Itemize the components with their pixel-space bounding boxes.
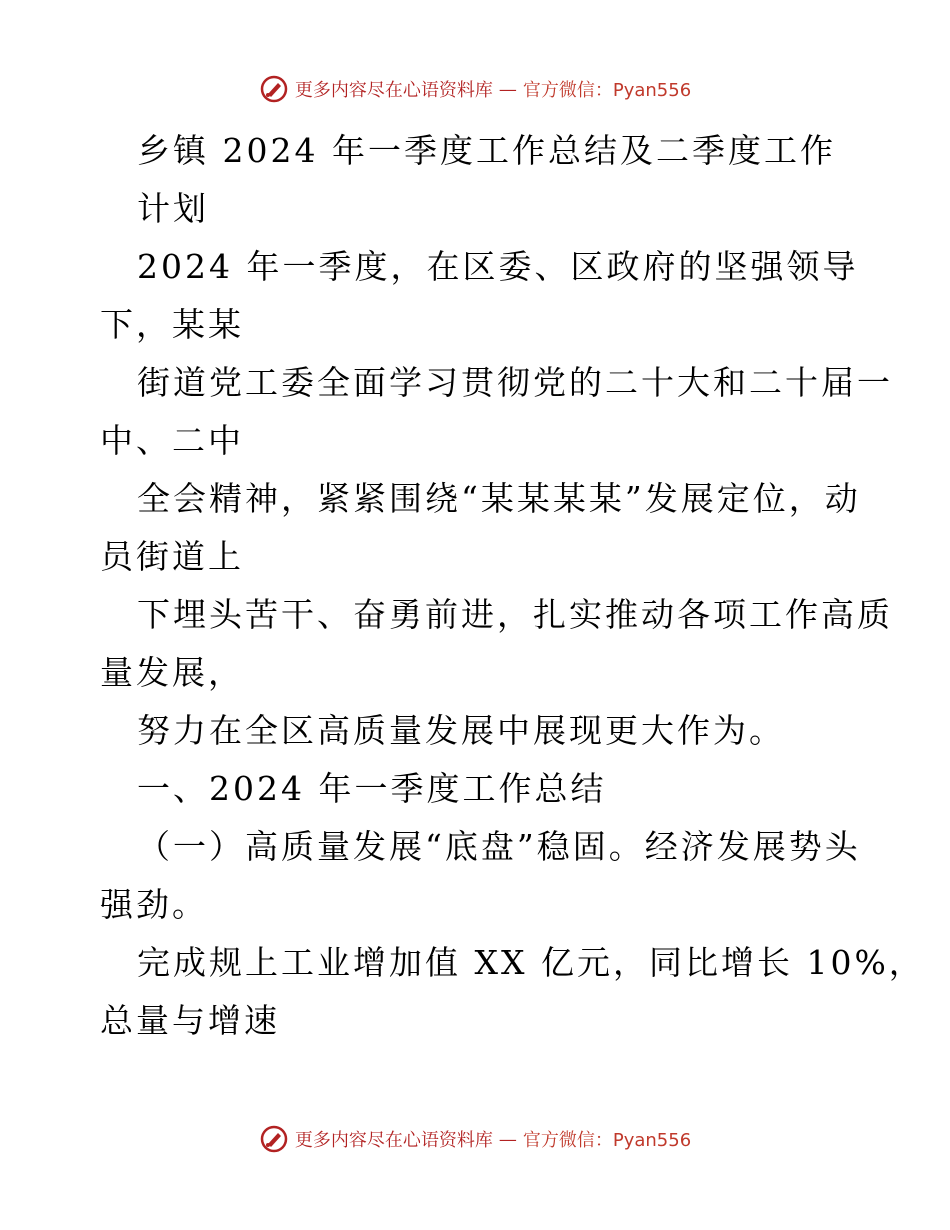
paragraph-line: 员街道上 (100, 537, 244, 576)
paragraph-line: 下埋头苦干、奋勇前进，扎实推动各项工作高质 (137, 595, 893, 634)
section-heading: 一、2024 年一季度工作总结 (137, 769, 607, 808)
paragraph-line: 努力在全区高质量发展中展现更大作为。 (137, 711, 785, 750)
paragraph-line: 2024 年一季度，在区委、区政府的坚强领导 (137, 247, 859, 286)
paragraph-line: 街道党工委全面学习贯彻党的二十大和二十届一 (137, 363, 893, 402)
document-body (100, 122, 925, 1050)
watermark-wechat: 官方微信：Pyan556 (522, 80, 692, 101)
paragraph-line: 下，某某 (100, 305, 244, 344)
paragraph-line: 中、二中 (100, 421, 244, 460)
title-line-1: 乡镇 2024 年一季度工作总结及二季度工作 (137, 131, 836, 170)
paragraph-line: 总量与增速 (100, 1001, 280, 1040)
watermark-wechat: 官方微信：Pyan556 (522, 1130, 692, 1151)
watermark-separator: — (498, 1128, 517, 1150)
paragraph-line: 完成规上工业增加值 XX 亿元，同比增长 10%， (137, 943, 925, 982)
paragraph-line: 量发展， (100, 653, 244, 692)
subsection-heading: （一）高质量发展“底盘”稳固。经济发展势头 (137, 827, 861, 866)
watermark-text: 更多内容尽在心语资料库 (294, 1130, 493, 1151)
paragraph-line: 全会精神，紧紧围绕“某某某某”发展定位，动 (137, 479, 861, 518)
watermark-header (0, 74, 950, 104)
watermark-footer (0, 1124, 950, 1154)
title-line-2: 计划 (137, 189, 209, 228)
paragraph-line: 强劲。 (100, 885, 208, 924)
brand-logo-icon (259, 1124, 289, 1154)
brand-logo-icon (259, 74, 289, 104)
watermark-separator: — (498, 78, 517, 100)
watermark-text: 更多内容尽在心语资料库 (294, 80, 493, 101)
